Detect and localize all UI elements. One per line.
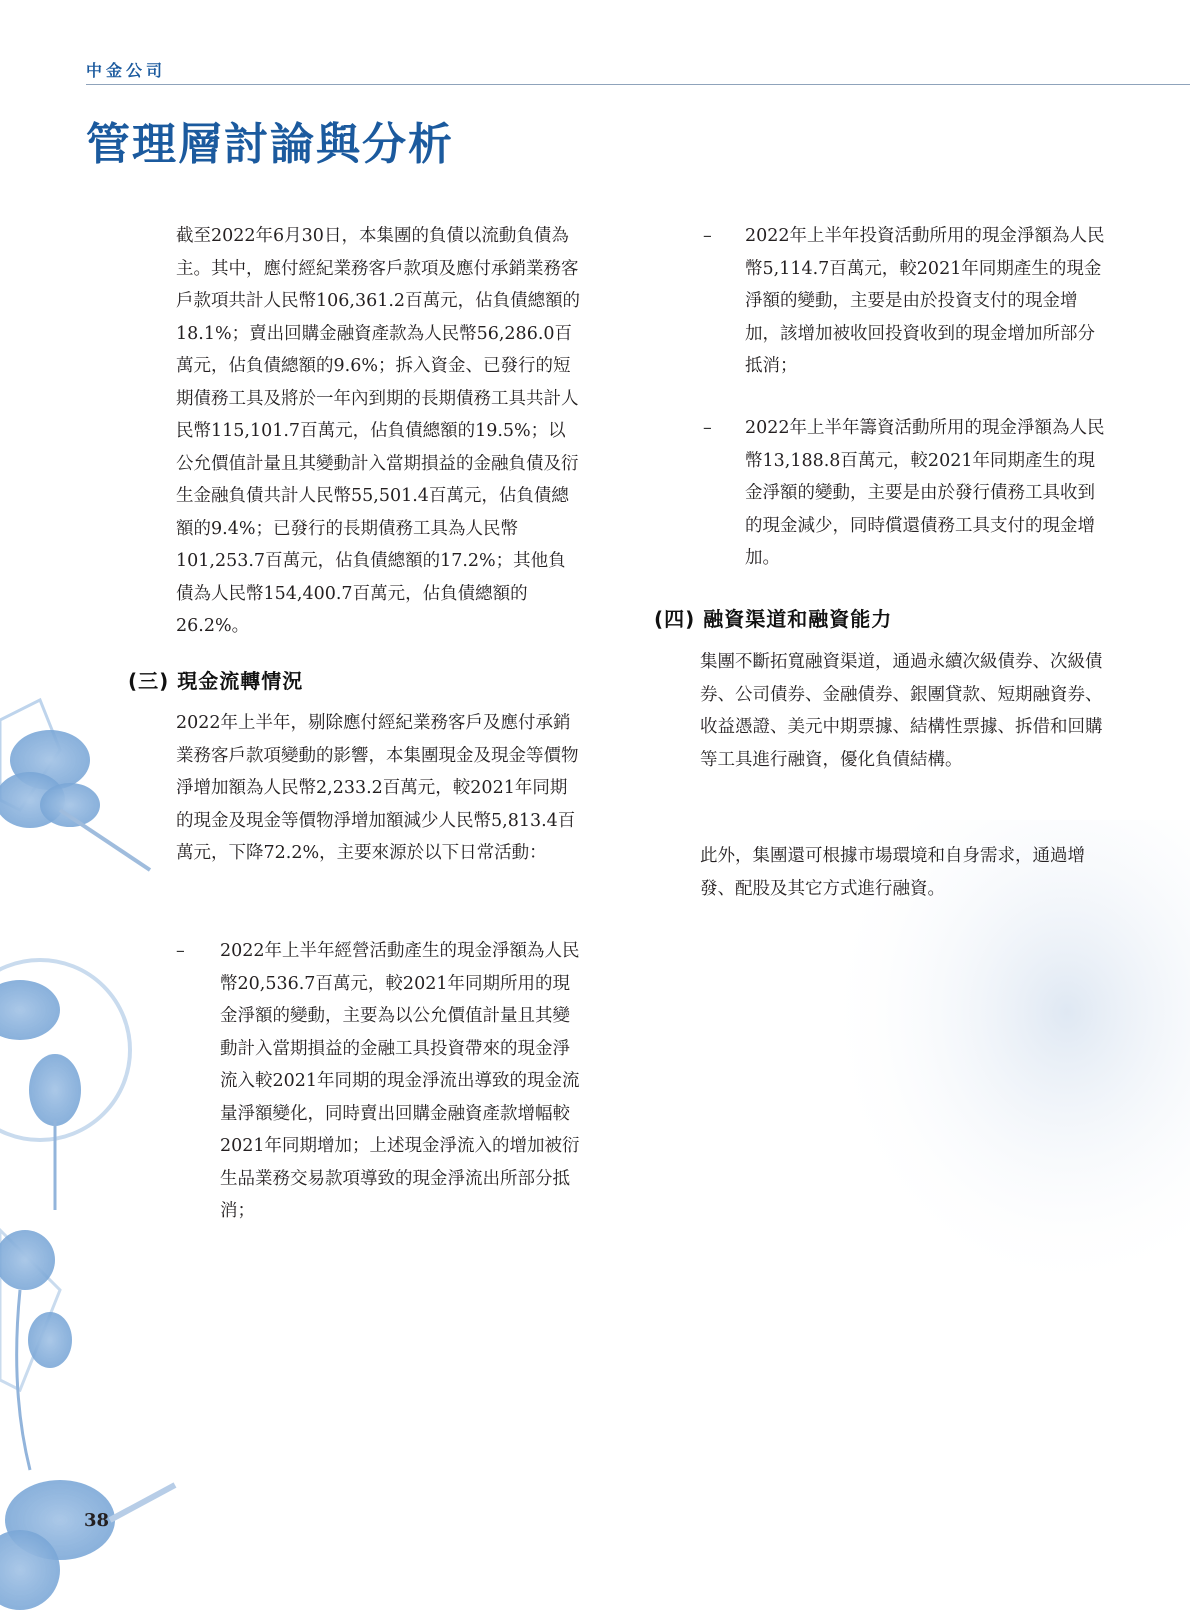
other-financing-paragraph: 此外，集團還可根據市場環境和自身需求，通過增發、配股及其它方式進行融資。 bbox=[700, 846, 1085, 899]
company-name: 中金公司 bbox=[86, 61, 167, 80]
bullet-dash: – bbox=[703, 226, 712, 246]
section3-heading: (三) 現金流轉情況 bbox=[128, 669, 304, 693]
financing-channels-paragraph: 集團不斷拓寬融資渠道，通過永續次級債券、次級債券、公司債券、金融債券、銀團貸款、短期融資券、收益憑證、美元中期票據、結構性票據、拆借和回購等工具進行融資，優化負債結構。 bbox=[700, 652, 1103, 770]
header-divider bbox=[86, 84, 1190, 85]
page-title: 管理層討論與分析 bbox=[86, 119, 454, 170]
cashflow-paragraph: 2022年上半年，剔除應付經紀業務客戶及應付承銷業務客戶款項變動的影響，本集團現金及現金等價物淨增加額為人民幣2,233.2百萬元，較2021年同期的現金及現金等價物淨增加額減少人民幣5,813.4百萬元，下降72.2%，主要來源於以下日常活動： bbox=[176, 713, 579, 863]
investing-cashflow-bullet: 2022年上半年投資活動所用的現金淨額為人民幣5,114.7百萬元，較2021年同期產生的現金淨額的變動，主要是由於投資支付的現金增加，該增加被收回投資收到的現金增加所部分抵消； bbox=[745, 226, 1105, 376]
bullet-dash: – bbox=[176, 941, 185, 961]
operating-cashflow-bullet: 2022年上半年經營活動產生的現金淨額為人民幣20,536.7百萬元，較2021年同期所用的現金淨額的變動，主要為以公允價值計量且其變動計入當期損益的金融工具投資帶來的現金淨流入較2021年同期的現金淨流出導致的現金流量淨額變化，同時賣出回購金融資產款增幅較2021年同期增加；上述現金淨流入的增加被衍生品業務交易款項導致的現金淨流出所部分抵消； bbox=[220, 941, 580, 1221]
section4-heading: (四) 融資渠道和融資能力 bbox=[654, 607, 893, 631]
financing-cashflow-bullet: 2022年上半年籌資活動所用的現金淨額為人民幣13,188.8百萬元，較2021年同期產生的現金淨額的變動，主要是由於發行債務工具收到的現金減少，同時償還債務工具支付的現金增加。 bbox=[745, 418, 1105, 568]
floral-decoration bbox=[0, 690, 180, 1615]
bullet-dash: – bbox=[703, 418, 712, 438]
liabilities-paragraph: 截至2022年6月30日，本集團的負債以流動負債為主。其中，應付經紀業務客戶款項及應付承銷業務客戶款項共計人民幣106,361.2百萬元，佔負債總額的18.1%；賣出回購金融資產款為人民幣56,286.0百萬元，佔負債總額的9.6%；拆入資金、已發行的短期債務工具及將於一年內到期的長期債務工具共計人民幣115,101.7百萬元，佔負債總額的19.5%；以公允價值計量且其變動計入當期損益的金融負債及衍生金融負債共計人民幣55,501.4百萬元，佔負債總額的9.4%；已發行的長期債務工具為人民幣101,253.7百萬元，佔負債總額的17.2%；其他負債為人民幣154,400.7百萬元，佔負債總額的26.2%。 bbox=[176, 226, 581, 636]
page-number: 38 bbox=[84, 1510, 110, 1531]
